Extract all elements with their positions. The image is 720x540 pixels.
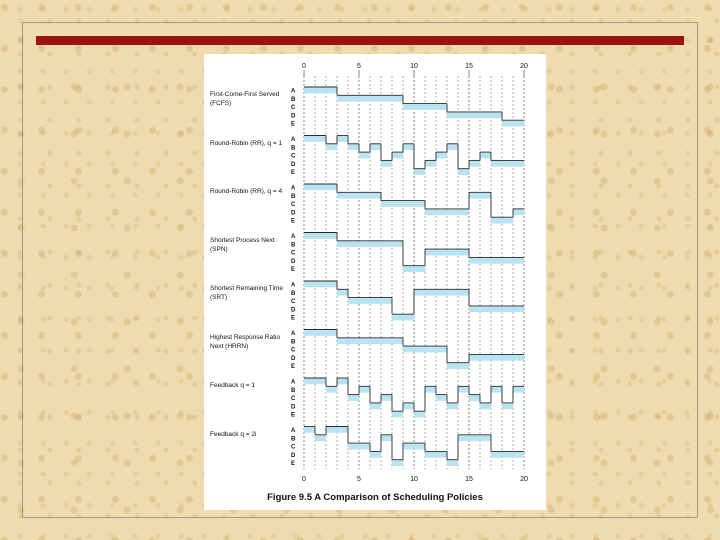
schedule-bar bbox=[326, 427, 348, 433]
process-row-label: C bbox=[291, 444, 296, 451]
process-row-label: A bbox=[291, 137, 296, 143]
process-row-label: A bbox=[291, 282, 296, 289]
schedule-bar bbox=[425, 451, 447, 457]
schedule-bar bbox=[337, 136, 348, 142]
schedule-bar bbox=[348, 144, 359, 150]
schedule-bar bbox=[381, 395, 392, 401]
schedule-bar bbox=[491, 160, 502, 166]
process-row-label: C bbox=[291, 153, 296, 160]
schedule-bar bbox=[458, 435, 491, 441]
process-row-label: A bbox=[291, 88, 296, 95]
schedule-bar bbox=[458, 386, 469, 392]
scheduling-chart bbox=[204, 54, 546, 510]
process-row-label: D bbox=[291, 161, 296, 168]
schedule-bar bbox=[491, 451, 524, 457]
policy-label: Highest Response Ratio Next (HRRN) bbox=[210, 333, 281, 350]
schedule-bar bbox=[480, 403, 491, 409]
process-row-label: E bbox=[291, 461, 296, 468]
process-row-label: B bbox=[291, 242, 296, 249]
schedule-bar bbox=[403, 266, 425, 272]
policy-label: First-Come-First Served (FCFS) bbox=[210, 91, 280, 107]
schedule-bar bbox=[337, 289, 348, 295]
process-row-label: D bbox=[291, 210, 296, 217]
schedule-bar bbox=[513, 386, 524, 392]
schedule-bar bbox=[425, 209, 469, 215]
process-row-label: C bbox=[291, 202, 296, 209]
schedule-bar bbox=[326, 144, 337, 150]
schedule-bar bbox=[447, 363, 469, 369]
figure-caption: Figure 9.5 A Comparison of Scheduling Policies bbox=[267, 492, 483, 503]
process-row-label: E bbox=[291, 121, 296, 128]
process-row-label: E bbox=[291, 170, 296, 177]
schedule-bar bbox=[403, 144, 414, 150]
schedule-bar bbox=[348, 443, 370, 449]
process-row-label: C bbox=[291, 396, 296, 403]
schedule-bar bbox=[469, 160, 480, 166]
policy-label: Round-Robin (RR), q = 4 bbox=[210, 188, 283, 195]
schedule-bar bbox=[491, 217, 513, 223]
process-row-label: B bbox=[291, 436, 296, 443]
x-tick-label-bottom: 15 bbox=[465, 476, 473, 483]
process-row-label: A bbox=[291, 331, 296, 337]
process-row-label: D bbox=[291, 258, 296, 265]
x-tick-label-bottom: 10 bbox=[410, 476, 418, 483]
schedule-bar bbox=[392, 152, 403, 158]
process-row-label: D bbox=[291, 355, 296, 362]
schedule-bar bbox=[370, 144, 381, 150]
schedule-bar bbox=[370, 403, 381, 409]
schedule-bar bbox=[480, 152, 491, 158]
schedule-bar bbox=[403, 346, 447, 352]
schedule-bar bbox=[491, 386, 502, 392]
process-row-label: B bbox=[291, 145, 296, 152]
schedule-bar bbox=[469, 354, 524, 360]
process-row-label: E bbox=[291, 218, 296, 225]
schedule-bar bbox=[392, 314, 414, 320]
schedule-bar bbox=[381, 160, 392, 166]
schedule-bar bbox=[359, 152, 370, 158]
schedule-bar bbox=[469, 306, 524, 312]
x-tick-label-bottom: 20 bbox=[520, 476, 528, 483]
schedule-bar bbox=[337, 192, 381, 198]
schedule-bar bbox=[337, 378, 348, 384]
schedule-bar bbox=[414, 289, 469, 295]
schedule-bar bbox=[337, 338, 403, 344]
process-row-label: C bbox=[291, 347, 296, 354]
policy-label: Shortest Process Next (SPN) bbox=[210, 236, 275, 253]
schedule-bar bbox=[502, 160, 524, 166]
x-tick-label-top: 0 bbox=[302, 63, 306, 70]
schedule-bar bbox=[403, 403, 414, 409]
schedule-bar bbox=[425, 160, 436, 166]
process-row-label: B bbox=[291, 339, 296, 346]
policy-label: Feedback q = 2i bbox=[210, 430, 257, 438]
schedule-bar bbox=[447, 460, 458, 466]
schedule-bar bbox=[469, 192, 491, 198]
schedule-bar bbox=[414, 411, 425, 417]
process-row-label: E bbox=[291, 412, 296, 419]
x-tick-label-bottom: 5 bbox=[357, 476, 361, 483]
x-tick-label-bottom: 0 bbox=[302, 476, 306, 483]
schedule-bar bbox=[425, 249, 469, 255]
process-row-label: B bbox=[291, 387, 296, 394]
schedule-bar bbox=[304, 378, 326, 384]
schedule-bar bbox=[403, 104, 447, 110]
schedule-bar bbox=[381, 201, 425, 207]
title-rule bbox=[36, 36, 684, 45]
process-row-label: E bbox=[291, 267, 296, 274]
process-row-label: E bbox=[291, 315, 296, 322]
process-row-label: D bbox=[291, 404, 296, 411]
schedule-bar bbox=[392, 460, 403, 466]
schedule-bar bbox=[425, 386, 436, 392]
process-row-label: B bbox=[291, 193, 296, 200]
process-row-label: A bbox=[291, 428, 296, 434]
schedule-bar bbox=[304, 136, 326, 142]
schedule-bar bbox=[304, 281, 337, 287]
schedule-bar bbox=[469, 395, 480, 401]
process-row-label: A bbox=[291, 185, 296, 192]
policy-label: Feedback q = 1 bbox=[210, 382, 255, 389]
figure-panel bbox=[204, 54, 546, 510]
process-row-label: C bbox=[291, 299, 296, 306]
schedule-bar bbox=[414, 169, 425, 175]
schedule-bar bbox=[304, 87, 337, 93]
schedule-bar bbox=[447, 112, 502, 118]
process-row-label: C bbox=[291, 250, 296, 257]
x-tick-label-top: 5 bbox=[357, 63, 361, 70]
process-row-label: A bbox=[291, 379, 296, 386]
schedule-bar bbox=[326, 386, 337, 392]
schedule-bar bbox=[392, 411, 403, 417]
process-row-label: B bbox=[291, 290, 296, 297]
schedule-bar bbox=[337, 241, 403, 247]
schedule-bar bbox=[315, 435, 326, 441]
schedule-bar bbox=[348, 298, 392, 304]
process-row-label: A bbox=[291, 234, 296, 240]
schedule-bar bbox=[458, 169, 469, 175]
x-tick-label-top: 10 bbox=[410, 63, 418, 70]
schedule-bar bbox=[348, 395, 359, 401]
schedule-bar bbox=[513, 209, 524, 215]
schedule-bar bbox=[403, 443, 425, 449]
process-row-label: D bbox=[291, 452, 296, 459]
schedule-bar bbox=[447, 144, 458, 150]
schedule-bar bbox=[436, 152, 447, 158]
schedule-bar bbox=[502, 120, 524, 126]
schedule-bar bbox=[370, 451, 381, 457]
schedule-bar bbox=[359, 386, 370, 392]
schedule-bar bbox=[304, 427, 315, 433]
process-row-label: D bbox=[291, 113, 296, 120]
process-row-label: B bbox=[291, 96, 296, 103]
process-row-label: D bbox=[291, 307, 296, 314]
schedule-bar bbox=[381, 435, 392, 441]
schedule-bar bbox=[469, 257, 524, 263]
process-row-label: C bbox=[291, 105, 296, 112]
policy-label: Round-Robin (RR), q = 1 bbox=[210, 139, 283, 147]
schedule-bar bbox=[447, 403, 458, 409]
schedule-bar bbox=[337, 95, 403, 101]
schedule-bar bbox=[502, 403, 513, 409]
policy-label: Shortest Remaining Time (SRT) bbox=[210, 285, 283, 301]
x-tick-label-top: 15 bbox=[465, 63, 473, 70]
schedule-bar bbox=[436, 395, 447, 401]
schedule-bar bbox=[304, 233, 337, 239]
process-row-label: E bbox=[291, 364, 296, 371]
x-tick-label-top: 20 bbox=[520, 63, 528, 70]
schedule-bar bbox=[304, 184, 337, 190]
schedule-bar bbox=[304, 330, 337, 336]
